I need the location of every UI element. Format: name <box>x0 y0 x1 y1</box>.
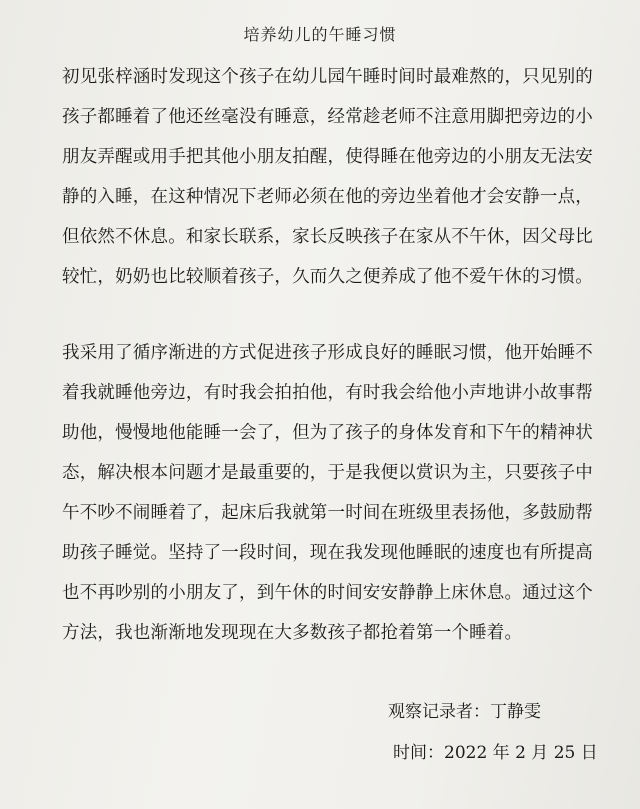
paragraph1-line-1: 初见张梓涵时发现这个孩子在幼儿园午睡时间时最难熬的，只见别的 <box>62 67 593 87</box>
paragraph2-line-2: 着我就睡他旁边，有时我会拍拍他，有时我会给他小声地讲小故事帮 <box>62 383 593 403</box>
paragraph1-line-2: 孩子都睡着了他还丝毫没有睡意，经常趁老师不注意用脚把旁边的小 <box>62 107 593 127</box>
paragraph2-line-1: 我采用了循序渐进的方式促进孩子形成良好的睡眠习惯，他开始睡不 <box>62 343 593 363</box>
paragraph2-line-4: 态，解决根本问题才是最重要的，于是我便以赏识为主，只要孩子中 <box>62 463 593 483</box>
observer-signature: 观察记录者：丁静雯 <box>388 702 541 722</box>
record-date: 时间：2022 年 2 月 25 日 <box>393 743 598 763</box>
paragraph1-line-4: 静的入睡，在这种情况下老师必须在他的旁边坐着他才会安静一点， <box>62 187 593 207</box>
document-title: 培养幼儿的午睡习惯 <box>243 25 397 44</box>
paragraph1-line-5: 但依然不休息。和家长联系，家长反映孩子在家从不午休，因父母比 <box>62 227 593 247</box>
paragraph2-line-6: 助孩子睡觉。坚持了一段时间，现在我发现他睡眠的速度也有所提高 <box>62 543 593 563</box>
paragraph2-line-5: 午不吵不闹睡着了，起床后我就第一时间在班级里表扬他，多鼓励帮 <box>62 503 593 523</box>
paragraph1-line-3: 朋友弄醒或用手把其他小朋友拍醒，使得睡在他旁边的小朋友无法安 <box>62 147 593 167</box>
paragraph2-line-3: 助他，慢慢地他能睡一会了，但为了孩子的身体发育和下午的精神状 <box>62 423 593 443</box>
paragraph2-line-7: 也不再吵别的小朋友了，到午休的时间安安静静上床休息。通过这个 <box>62 583 593 603</box>
paragraph1-line-6: 较忙，奶奶也比较顺着孩子，久而久之便养成了他不爱午休的习惯。 <box>62 267 593 287</box>
paragraph2-line-8: 方法，我也渐渐地发现现在大多数孩子都抢着第一个睡着。 <box>62 623 523 643</box>
